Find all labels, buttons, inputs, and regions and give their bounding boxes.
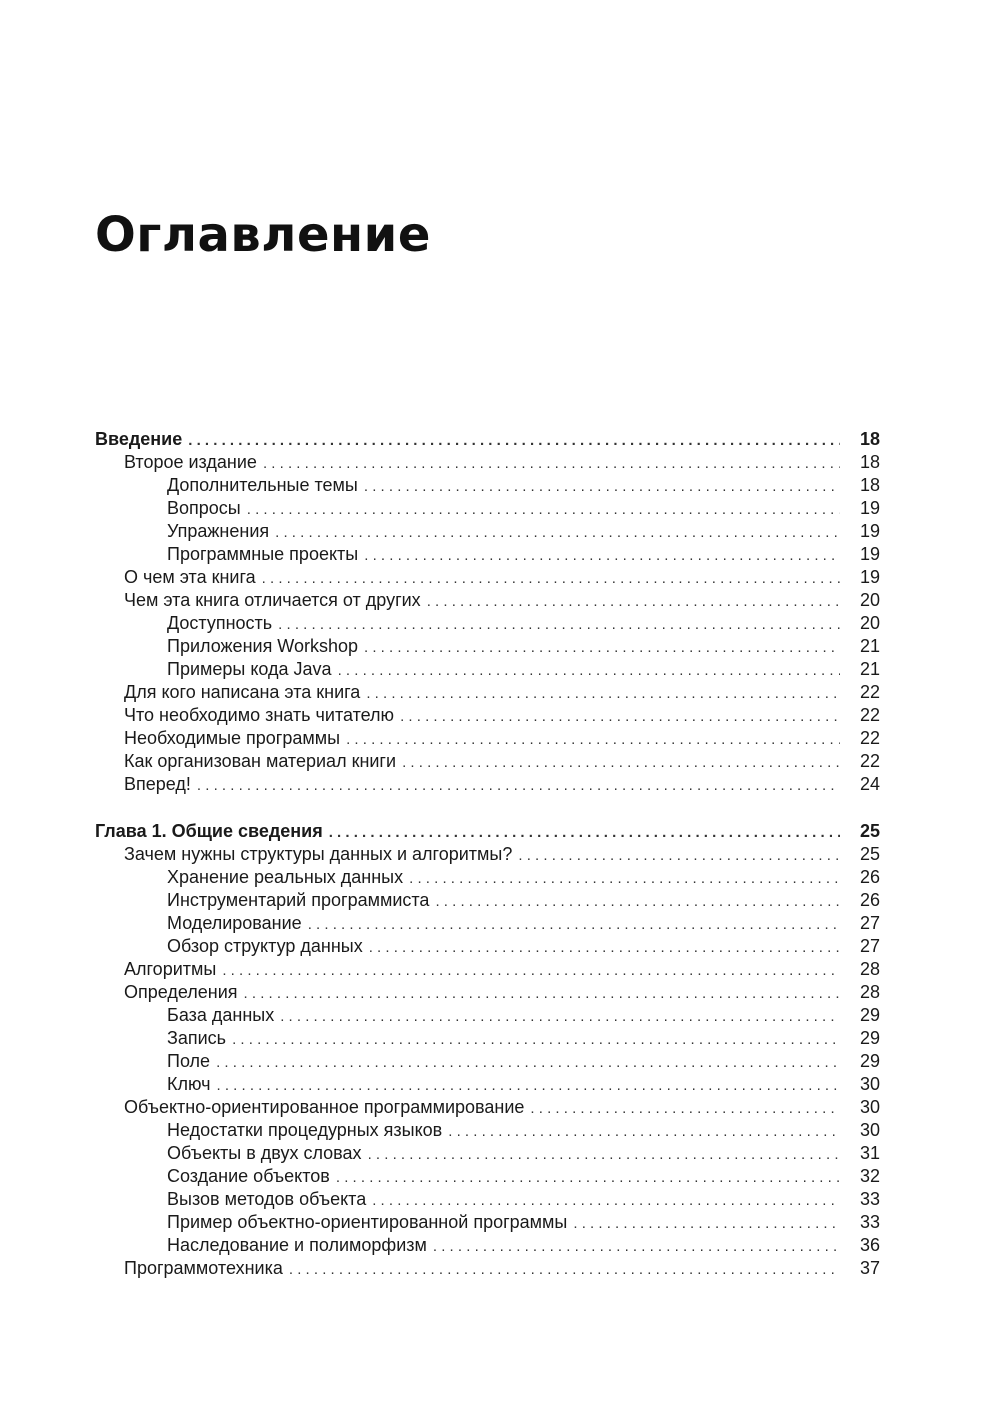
toc-entry-title: Что необходимо знать читателю [124, 705, 395, 725]
toc-entry-title: Ключ [167, 1074, 211, 1094]
toc-entry-title: Определения [124, 982, 238, 1002]
toc-section-entry[interactable] [95, 1119, 880, 1142]
toc-page-number: 25 [859, 821, 880, 841]
toc-section-entry[interactable] [95, 935, 880, 958]
toc-section-entry[interactable] [95, 889, 880, 912]
toc-section-entry[interactable] [95, 566, 880, 589]
toc-dot-leader [402, 751, 840, 774]
toc-dot-leader [364, 475, 840, 498]
toc-page-number: 22 [859, 751, 880, 771]
toc-page-number: 18 [859, 429, 880, 449]
toc-entry-title: Вызов методов объекта [167, 1189, 367, 1209]
toc-entry-title: О чем эта книга [124, 567, 256, 587]
toc-entry-title: Чем эта книга отличается от других [124, 590, 421, 610]
toc-page-number: 28 [859, 982, 880, 1002]
toc-section-entry[interactable] [95, 474, 880, 497]
toc-section-entry[interactable] [95, 497, 880, 520]
toc-dot-leader [409, 867, 840, 890]
toc-page-number: 26 [859, 867, 880, 887]
toc-dot-leader [435, 890, 840, 913]
toc-dot-leader [308, 913, 840, 936]
toc-entry-title: Запись [167, 1028, 227, 1048]
toc-page-number: 18 [859, 452, 880, 472]
toc-dot-leader [280, 1005, 840, 1028]
toc-entry-title: Зачем нужны структуры данных и алгоритмы? [124, 844, 513, 864]
toc-page-number: 26 [859, 890, 880, 910]
toc-dot-leader [368, 1143, 840, 1166]
toc-section-entry[interactable] [95, 1211, 880, 1234]
toc-section-entry[interactable] [95, 681, 880, 704]
toc-page-number: 20 [859, 590, 880, 610]
toc-dot-leader [216, 1074, 840, 1097]
toc-dot-leader [364, 544, 840, 567]
toc-page-number: 20 [859, 613, 880, 633]
toc-section-entry[interactable] [95, 451, 880, 474]
toc-entry-title: Инструментарий программиста [167, 890, 430, 910]
toc-page-number: 29 [859, 1051, 880, 1071]
toc-dot-leader [244, 982, 840, 1005]
toc-page-number: 33 [859, 1212, 880, 1232]
toc-section-entry[interactable] [95, 958, 880, 981]
toc-dot-leader [530, 1097, 840, 1120]
toc-entry-title: Поле [167, 1051, 211, 1071]
toc-page-number: 31 [859, 1143, 880, 1163]
toc-entry-title: Доступность [167, 613, 273, 633]
page-title: Оглавление [95, 207, 431, 263]
toc-dot-leader [427, 590, 840, 613]
toc-entry-title: Дополнительные темы [167, 475, 358, 495]
toc-entry-title: Хранение реальных данных [167, 867, 404, 887]
toc-section-entry[interactable] [95, 1050, 880, 1073]
toc-page-number: 22 [859, 682, 880, 702]
toc-dot-leader [346, 728, 840, 751]
toc-dot-leader [433, 1235, 840, 1258]
table-of-contents [95, 428, 880, 1280]
toc-entry-title: Глава 1. Общие сведения [95, 821, 323, 841]
toc-section-entry[interactable] [95, 589, 880, 612]
toc-chapter-entry[interactable] [95, 820, 880, 843]
toc-section-entry[interactable] [95, 1073, 880, 1096]
toc-page-number: 24 [859, 774, 880, 794]
toc-section-entry[interactable] [95, 658, 880, 681]
toc-entry-title: Наследование и полиморфизм [167, 1235, 427, 1255]
toc-entry-title: Приложения Workshop [167, 636, 359, 656]
toc-section-entry[interactable] [95, 520, 880, 543]
toc-section-entry[interactable] [95, 1142, 880, 1165]
toc-entry-title: Объектно-ориентированное программирование [124, 1097, 525, 1117]
toc-entry-title: Упражнения [167, 521, 270, 541]
toc-dot-leader [197, 774, 840, 797]
toc-entry-title: Моделирование [167, 913, 302, 933]
toc-dot-leader [364, 636, 840, 659]
toc-page-number: 22 [859, 705, 880, 725]
toc-dot-leader [275, 521, 840, 544]
toc-page-number: 32 [859, 1166, 880, 1186]
toc-page-number: 36 [859, 1235, 880, 1255]
toc-section-entry[interactable] [95, 773, 880, 796]
toc-dot-leader [369, 936, 840, 959]
toc-dot-leader [448, 1120, 840, 1143]
toc-dot-leader [247, 498, 840, 521]
toc-section-entry[interactable] [95, 843, 880, 866]
toc-entry-title: Недостатки процедурных языков [167, 1120, 443, 1140]
toc-section-entry[interactable] [95, 612, 880, 635]
toc-entry-title: Введение [95, 429, 183, 449]
toc-section-entry[interactable] [95, 1234, 880, 1257]
toc-dot-leader [222, 959, 840, 982]
toc-entry-title: Вперед! [124, 774, 191, 794]
toc-dot-leader [329, 821, 840, 844]
toc-dot-leader [289, 1258, 840, 1281]
toc-page-number: 19 [859, 521, 880, 541]
toc-entry-title: Объекты в двух словах [167, 1143, 362, 1163]
toc-entry-title: Алгоритмы [124, 959, 217, 979]
toc-page-number: 21 [859, 659, 880, 679]
toc-entry-title: Необходимые программы [124, 728, 341, 748]
toc-page-number: 21 [859, 636, 880, 656]
toc-section-entry[interactable] [95, 1257, 880, 1280]
toc-page-number: 19 [859, 567, 880, 587]
toc-page-number: 30 [859, 1097, 880, 1117]
toc-section-entry[interactable] [95, 1004, 880, 1027]
toc-entry-title: Программные проекты [167, 544, 359, 564]
toc-page-number: 22 [859, 728, 880, 748]
toc-chapter-entry[interactable] [95, 428, 880, 451]
toc-dot-leader [216, 1051, 840, 1074]
toc-section-entry[interactable] [95, 866, 880, 889]
toc-dot-leader [372, 1189, 840, 1212]
toc-dot-leader [263, 452, 840, 475]
toc-section-entry[interactable] [95, 981, 880, 1004]
toc-page-number: 27 [859, 913, 880, 933]
toc-entry-title: Вопросы [167, 498, 241, 518]
toc-entry-title: Программотехника [124, 1258, 283, 1278]
toc-page-number: 33 [859, 1189, 880, 1209]
toc-entry-title: Для кого написана эта книга [124, 682, 361, 702]
toc-section-entry[interactable] [95, 1165, 880, 1188]
toc-entry-title: База данных [167, 1005, 275, 1025]
toc-entry-title: Примеры кода Java [167, 659, 332, 679]
toc-page-number: 30 [859, 1120, 880, 1140]
toc-page-number: 28 [859, 959, 880, 979]
toc-page-number: 37 [859, 1258, 880, 1278]
toc-section-entry[interactable] [95, 1027, 880, 1050]
toc-section-entry[interactable] [95, 543, 880, 566]
toc-dot-leader [278, 613, 840, 636]
toc-dot-leader [336, 1166, 840, 1189]
toc-entry-title: Второе издание [124, 452, 257, 472]
toc-section-entry[interactable] [95, 750, 880, 773]
toc-dot-leader [338, 659, 840, 682]
toc-page-number: 29 [859, 1005, 880, 1025]
toc-page-number: 27 [859, 936, 880, 956]
toc-page-number: 29 [859, 1028, 880, 1048]
toc-section-entry[interactable] [95, 635, 880, 658]
toc-entry-title: Как организован материал книги [124, 751, 397, 771]
toc-section-entry[interactable] [95, 727, 880, 750]
toc-entry-title: Создание объектов [167, 1166, 330, 1186]
toc-page-number: 30 [859, 1074, 880, 1094]
toc-entry-title: Пример объектно-ориентированной программы [167, 1212, 568, 1232]
toc-page-number: 25 [859, 844, 880, 864]
toc-section-entry[interactable] [95, 1188, 880, 1211]
toc-dot-leader [400, 705, 840, 728]
toc-section-entry[interactable] [95, 912, 880, 935]
toc-section-entry[interactable] [95, 1096, 880, 1119]
toc-entry-title: Обзор структур данных [167, 936, 363, 956]
toc-dot-leader [188, 429, 840, 452]
toc-dot-leader [262, 567, 840, 590]
toc-page-number: 19 [859, 498, 880, 518]
toc-dot-leader [518, 844, 840, 867]
toc-dot-leader [366, 682, 840, 705]
toc-dot-leader [232, 1028, 840, 1051]
toc-page-number: 19 [859, 544, 880, 564]
toc-page-number: 18 [859, 475, 880, 495]
toc-section-entry[interactable] [95, 704, 880, 727]
toc-dot-leader [573, 1212, 840, 1235]
